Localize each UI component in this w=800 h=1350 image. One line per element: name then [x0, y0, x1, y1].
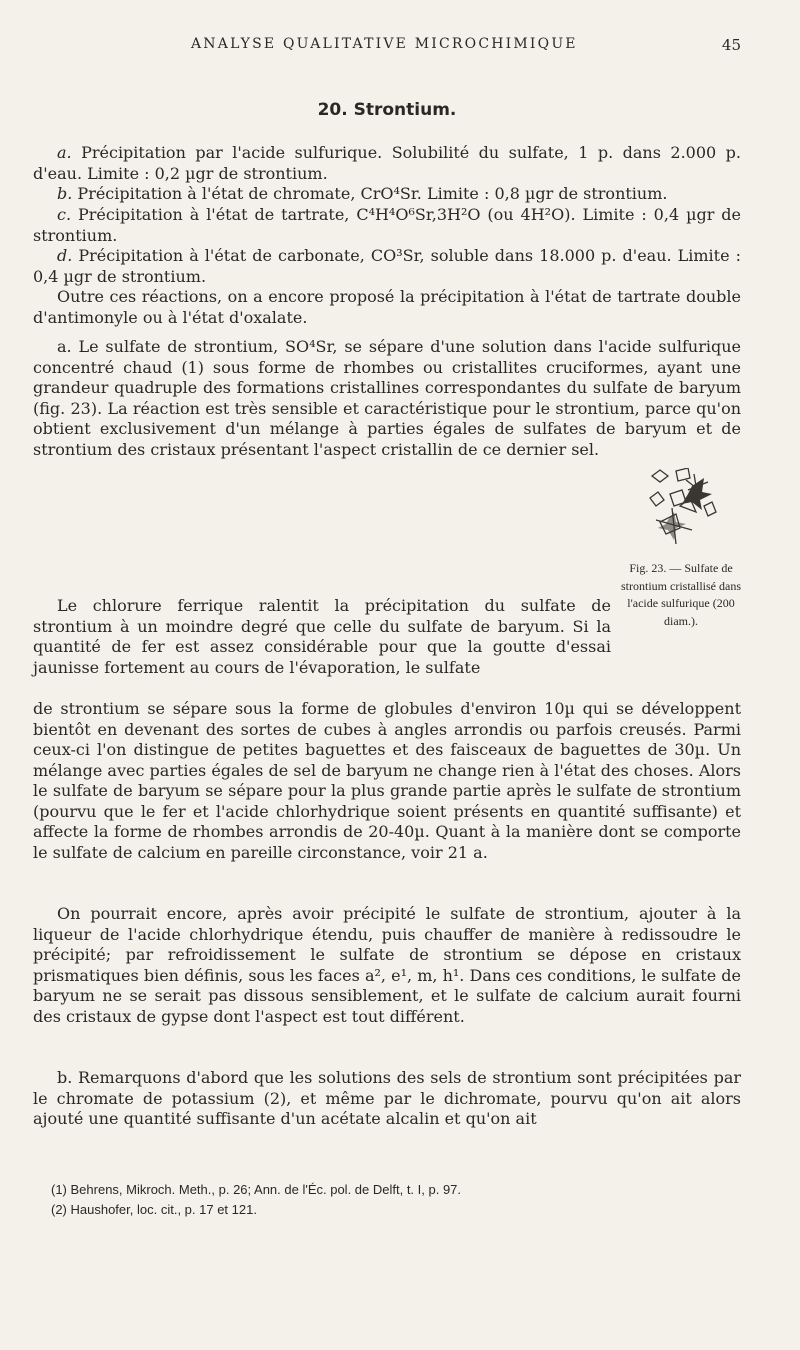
paragraph-a-ferric-continued: de strontium se sépare sous la forme de globules d'environ 10µ qui se développent bientôt en devenant des sortes de cubes à angles arrondis ou parfois creusés. Parmi ceux-ci l'on distingue de petites baguettes et des faisceaux de baguettes de 30µ. Un mélange avec parties égales de sel de baryum ne change rien à l'état des choses. Alors le sulfate de baryum se sépare pour la plus grande partie après le sulfate de strontium (pourvu que le fer et l'acide chlorhydrique soient présents en quantité suffisante) et affecte la forme de rhombes arrondis de 20-40µ. Quant à la manière dont se comporte le sulfate de calcium en pareille circonstance, voir 21 a. — [33, 699, 741, 862]
running-title: ANALYSE QUALITATIVE MICROCHIMIQUE — [191, 36, 578, 52]
paragraph-a-intro: a. Le sulfate de strontium, SO⁴Sr, se sépare d'une solution dans l'acide sulfurique concentré chaud (1) sous forme de rhombes ou cristallites cruciformes, ayant une grandeur quadruple des formations cristallines correspondantes du sulfate de baryum (fig. 23). La réaction est très sensible et caractéristique pour le strontium, parce qu'on obtient exclusivement d'un mélange à parties égales de sulfates de baryum et de strontium des cristaux présentant l'aspect cristallin de ce dernier sel. — [33, 337, 741, 459]
figure-caption: Fig. 23. — Sulfate de strontium cristallisé dans l'acide sulfurique (200 diam.). — [621, 561, 741, 628]
reaction-letter: d. — [57, 246, 79, 265]
reaction-letter: a. — [57, 143, 82, 162]
outre-paragraph: Outre ces réactions, on a encore proposé la précipitation à l'état de tartrate double d'antimonyle ou à l'état d'oxalate. — [33, 287, 741, 327]
reaction-letter: b. — [57, 184, 78, 203]
page-number: 45 — [721, 36, 741, 54]
reaction-c: c. Précipitation à l'état de tartrate, C⁴H⁴O⁶Sr,3H²O (ou 4H²O). Limite : 0,4 µgr de strontium. — [33, 205, 742, 245]
reaction-b: b. Précipitation à l'état de chromate, CrO⁴Sr. Limite : 0,8 µgr de strontium. — [57, 184, 668, 203]
crystal-illustration — [646, 468, 726, 558]
paragraph-a-ferric: Le chlorure ferrique ralentit la précipitation du sulfate de strontium à un moindre degré que celle du sulfate de baryum. Si la quantité de fer est assez considérable pour que la goutte d'essai jaunisse fortement au cours de l'évaporation, le sulfate — [33, 596, 611, 677]
reaction-letter: c. — [57, 205, 78, 224]
footnotes — [51, 1180, 741, 1220]
footnote-1: (1) Behrens, Mikroch. Meth., p. 26; Ann. de l'Éc. pol. de Delft, t. I, p. 97. — [51, 1182, 462, 1197]
section-title: 20. Strontium. — [317, 100, 457, 120]
running-header — [33, 36, 741, 60]
reaction-a: a. Précipitation par l'acide sulfurique. Solubilité du sulfate, 1 p. dans 2.000 p. d'eau. Limite : 0,2 µgr de strontium. — [33, 143, 741, 183]
reaction-d: d. Précipitation à l'état de carbonate, CO³Sr, soluble dans 18.000 p. d'eau. Limite : 0,4 µgr de strontium. — [33, 246, 742, 286]
paragraph-a-redissolve: On pourrait encore, après avoir précipité le sulfate de strontium, ajouter à la liqueur de l'acide chlorhydrique étendu, puis chauffer de manière à redissoudre le précipité; par refroidissement le sulfate de strontium se dépose en cristaux prismatiques bien définis, sous les faces a², e¹, m, h¹. Dans ces conditions, le sulfate de baryum ne se serait pas dissous sensiblement, et le sulfate de calcium aurait fourni des cristaux de gypse dont l'aspect est tout différent. — [33, 904, 741, 1026]
footnote-2: (2) Haushofer, loc. cit., p. 17 et 121. — [51, 1202, 257, 1217]
paragraph-b: b. Remarquons d'abord que les solutions des sels de strontium sont précipitées par le chromate de potassium (2), et même par le dichromate, pourvu qu'on ait alors ajouté une quantité suffisante d'un acétate alcalin et qu'on ait — [33, 1068, 741, 1128]
